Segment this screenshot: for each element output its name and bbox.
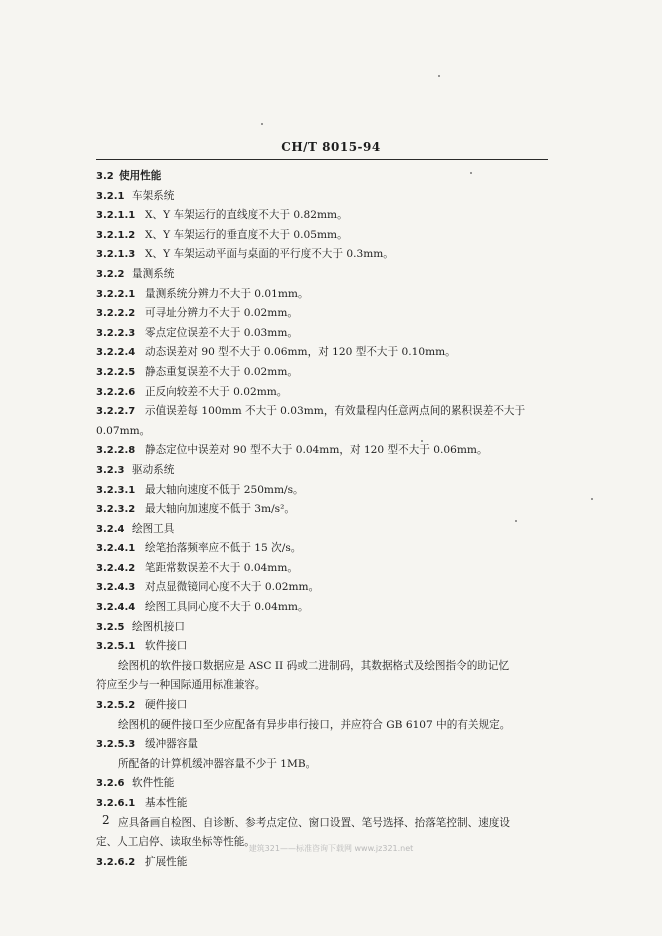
clause-number: 3.2.4 [96, 523, 125, 535]
clause-line [96, 559, 548, 579]
clause-text: 所配备的计算机缓冲器容量不少于 1MB。 [118, 757, 317, 770]
clause-line [96, 696, 548, 716]
clause-number: 3.2.1.2 [96, 229, 136, 241]
clause-text: X、Y 车架运动平面与桌面的平行度不大于 0.3mm。 [145, 248, 394, 261]
clause-line [96, 461, 548, 481]
clause-text: 软件接口 [145, 640, 188, 653]
clause-number: 3.2.4.1 [96, 543, 136, 555]
clause-number: 3.2.5.3 [96, 739, 136, 751]
clause-text: 0.07mm。 [96, 424, 151, 437]
clause-number: 3.2.6 [96, 778, 125, 790]
clause-number: 3.2.1.3 [96, 249, 136, 261]
clause-line [96, 187, 548, 207]
clause-number: 3.2.2.8 [96, 445, 136, 457]
clause-text: 软件性能 [132, 777, 175, 790]
clause-number: 3.2.2.5 [96, 366, 136, 378]
clause-text: 绘图工具 [132, 522, 175, 535]
clause-text: 使用性能 [119, 170, 162, 182]
clause-number: 3.2.2.2 [96, 308, 136, 320]
scan-speck [591, 498, 593, 500]
clause-text: 动态误差对 90 型不大于 0.06mm，对 120 型不大于 0.10mm。 [145, 346, 456, 359]
clause-text: 绘图机接口 [132, 620, 185, 633]
clause-text: 符应至少与一种国际通用标准兼容。 [96, 679, 266, 692]
clause-line [96, 441, 548, 461]
clause-text: 正反向较差不大于 0.02mm。 [145, 385, 288, 398]
clause-number: 3.2.2.6 [96, 386, 136, 398]
clause-line [96, 735, 548, 755]
clause-text: 车架系统 [132, 189, 175, 202]
clause-number: 3.2 [96, 171, 114, 182]
scan-speck [470, 172, 472, 174]
scan-speck [421, 440, 423, 442]
clause-line [96, 853, 548, 873]
clause-number: 3.2.5.1 [96, 641, 136, 653]
clause-text: 量测系统 [132, 267, 175, 280]
clause-line [96, 618, 548, 638]
clause-number: 3.2.5 [96, 621, 125, 633]
clause-number: 3.2.4.4 [96, 602, 136, 614]
paragraph-line [96, 422, 548, 442]
clause-text: 应具备画自检图、自诊断、参考点定位、窗口设置、笔号选择、抬落笔控制、速度设 [118, 816, 510, 829]
clause-number: 3.2.1 [96, 190, 125, 202]
clause-text: 定、人工启停、读取坐标等性能。 [96, 836, 255, 849]
clause-text: 绘笔抬落频率应不低于 15 次/s。 [145, 542, 302, 555]
paragraph-line [96, 814, 548, 834]
paragraph-line [96, 755, 548, 775]
clause-line [96, 304, 548, 324]
clause-line [96, 520, 548, 540]
clause-number: 3.2.2 [96, 268, 125, 280]
clause-line [96, 402, 548, 422]
paragraph-line [96, 676, 548, 696]
clause-text: 可寻址分辨力不大于 0.02mm。 [145, 307, 298, 320]
clause-text: 最大轴向加速度不低于 3m/s²。 [145, 503, 295, 516]
clause-text: 驱动系统 [132, 463, 175, 476]
scan-speck [261, 123, 263, 125]
clause-text: 扩展性能 [145, 855, 188, 868]
clause-line [96, 481, 548, 501]
clause-text: X、Y 车架运行的垂直度不大于 0.05mm。 [145, 228, 348, 241]
clause-line [96, 598, 548, 618]
section-heading [96, 167, 548, 187]
paragraph-line [96, 657, 548, 677]
clause-text: 零点定位误差不大于 0.03mm。 [145, 326, 298, 339]
standard-code-header: CH/T 8015-94 [281, 140, 381, 154]
clause-text: 最大轴向速度不低于 250mm/s。 [145, 483, 304, 496]
clause-number: 3.2.2.1 [96, 288, 136, 300]
clause-number: 3.2.1.1 [96, 210, 136, 222]
clause-text: 绘图工具同心度不大于 0.04mm。 [145, 601, 309, 614]
clause-line [96, 245, 548, 265]
clause-line [96, 363, 548, 383]
clause-text: 缓冲器容量 [145, 738, 198, 751]
clause-number: 3.2.6.2 [96, 856, 136, 868]
clause-text: 静态定位中误差对 90 型不大于 0.04mm，对 120 型不大于 0.06mm。 [145, 444, 488, 457]
clause-number: 3.2.4.2 [96, 562, 136, 574]
clause-line [96, 578, 548, 598]
clause-text: 示值误差每 100mm 不大于 0.03mm，有效量程内任意两点间的累积误差不大于 [145, 405, 526, 418]
clause-text: 对点显微镜同心度不大于 0.02mm。 [145, 581, 320, 594]
watermark-footer: 建筑321——标准咨询下载网 www.jz321.net [248, 844, 414, 853]
clause-line [96, 637, 548, 657]
clause-number: 3.2.2.3 [96, 327, 136, 339]
clause-text: 绘图机的硬件接口至少应配备有异步串行接口，并应符合 GB 6107 中的有关规定。 [118, 718, 511, 731]
clause-number: 3.2.6.1 [96, 798, 136, 809]
clause-number: 3.2.5.2 [96, 700, 136, 712]
clause-line [96, 206, 548, 226]
clause-text: 量测系统分辨力不大于 0.01mm。 [145, 287, 309, 300]
clause-line [96, 265, 548, 285]
clause-line [96, 226, 548, 246]
scan-speck [515, 520, 517, 522]
header-rule [96, 159, 548, 160]
clause-line [96, 500, 548, 520]
clause-line [96, 285, 548, 305]
clause-line [96, 324, 548, 344]
document-body [96, 167, 548, 872]
clause-text: 绘图机的软件接口数据应是 ASC II 码或二进制码，其数据格式及绘图指令的助记忆 [118, 659, 510, 672]
page-number: 2 [102, 813, 110, 827]
paragraph-line [96, 716, 548, 736]
clause-line [96, 774, 548, 794]
clause-number: 3.2.2.7 [96, 406, 136, 418]
clause-line [96, 794, 548, 814]
clause-line [96, 539, 548, 559]
clause-number: 3.2.4.3 [96, 582, 136, 594]
clause-line [96, 383, 548, 403]
clause-number: 3.2.3.1 [96, 484, 136, 496]
clause-number: 3.2.3.2 [96, 504, 136, 516]
clause-text: X、Y 车架运行的直线度不大于 0.82mm。 [145, 209, 348, 222]
clause-text: 硬件接口 [145, 699, 188, 712]
clause-text: 基本性能 [145, 797, 188, 809]
clause-text: 静态重复误差不大于 0.02mm。 [145, 365, 298, 378]
clause-number: 3.2.2.4 [96, 347, 136, 359]
clause-number: 3.2.3 [96, 464, 125, 476]
clause-line [96, 343, 548, 363]
scan-speck [438, 75, 440, 77]
clause-text: 笔距常数误差不大于 0.04mm。 [145, 561, 298, 574]
